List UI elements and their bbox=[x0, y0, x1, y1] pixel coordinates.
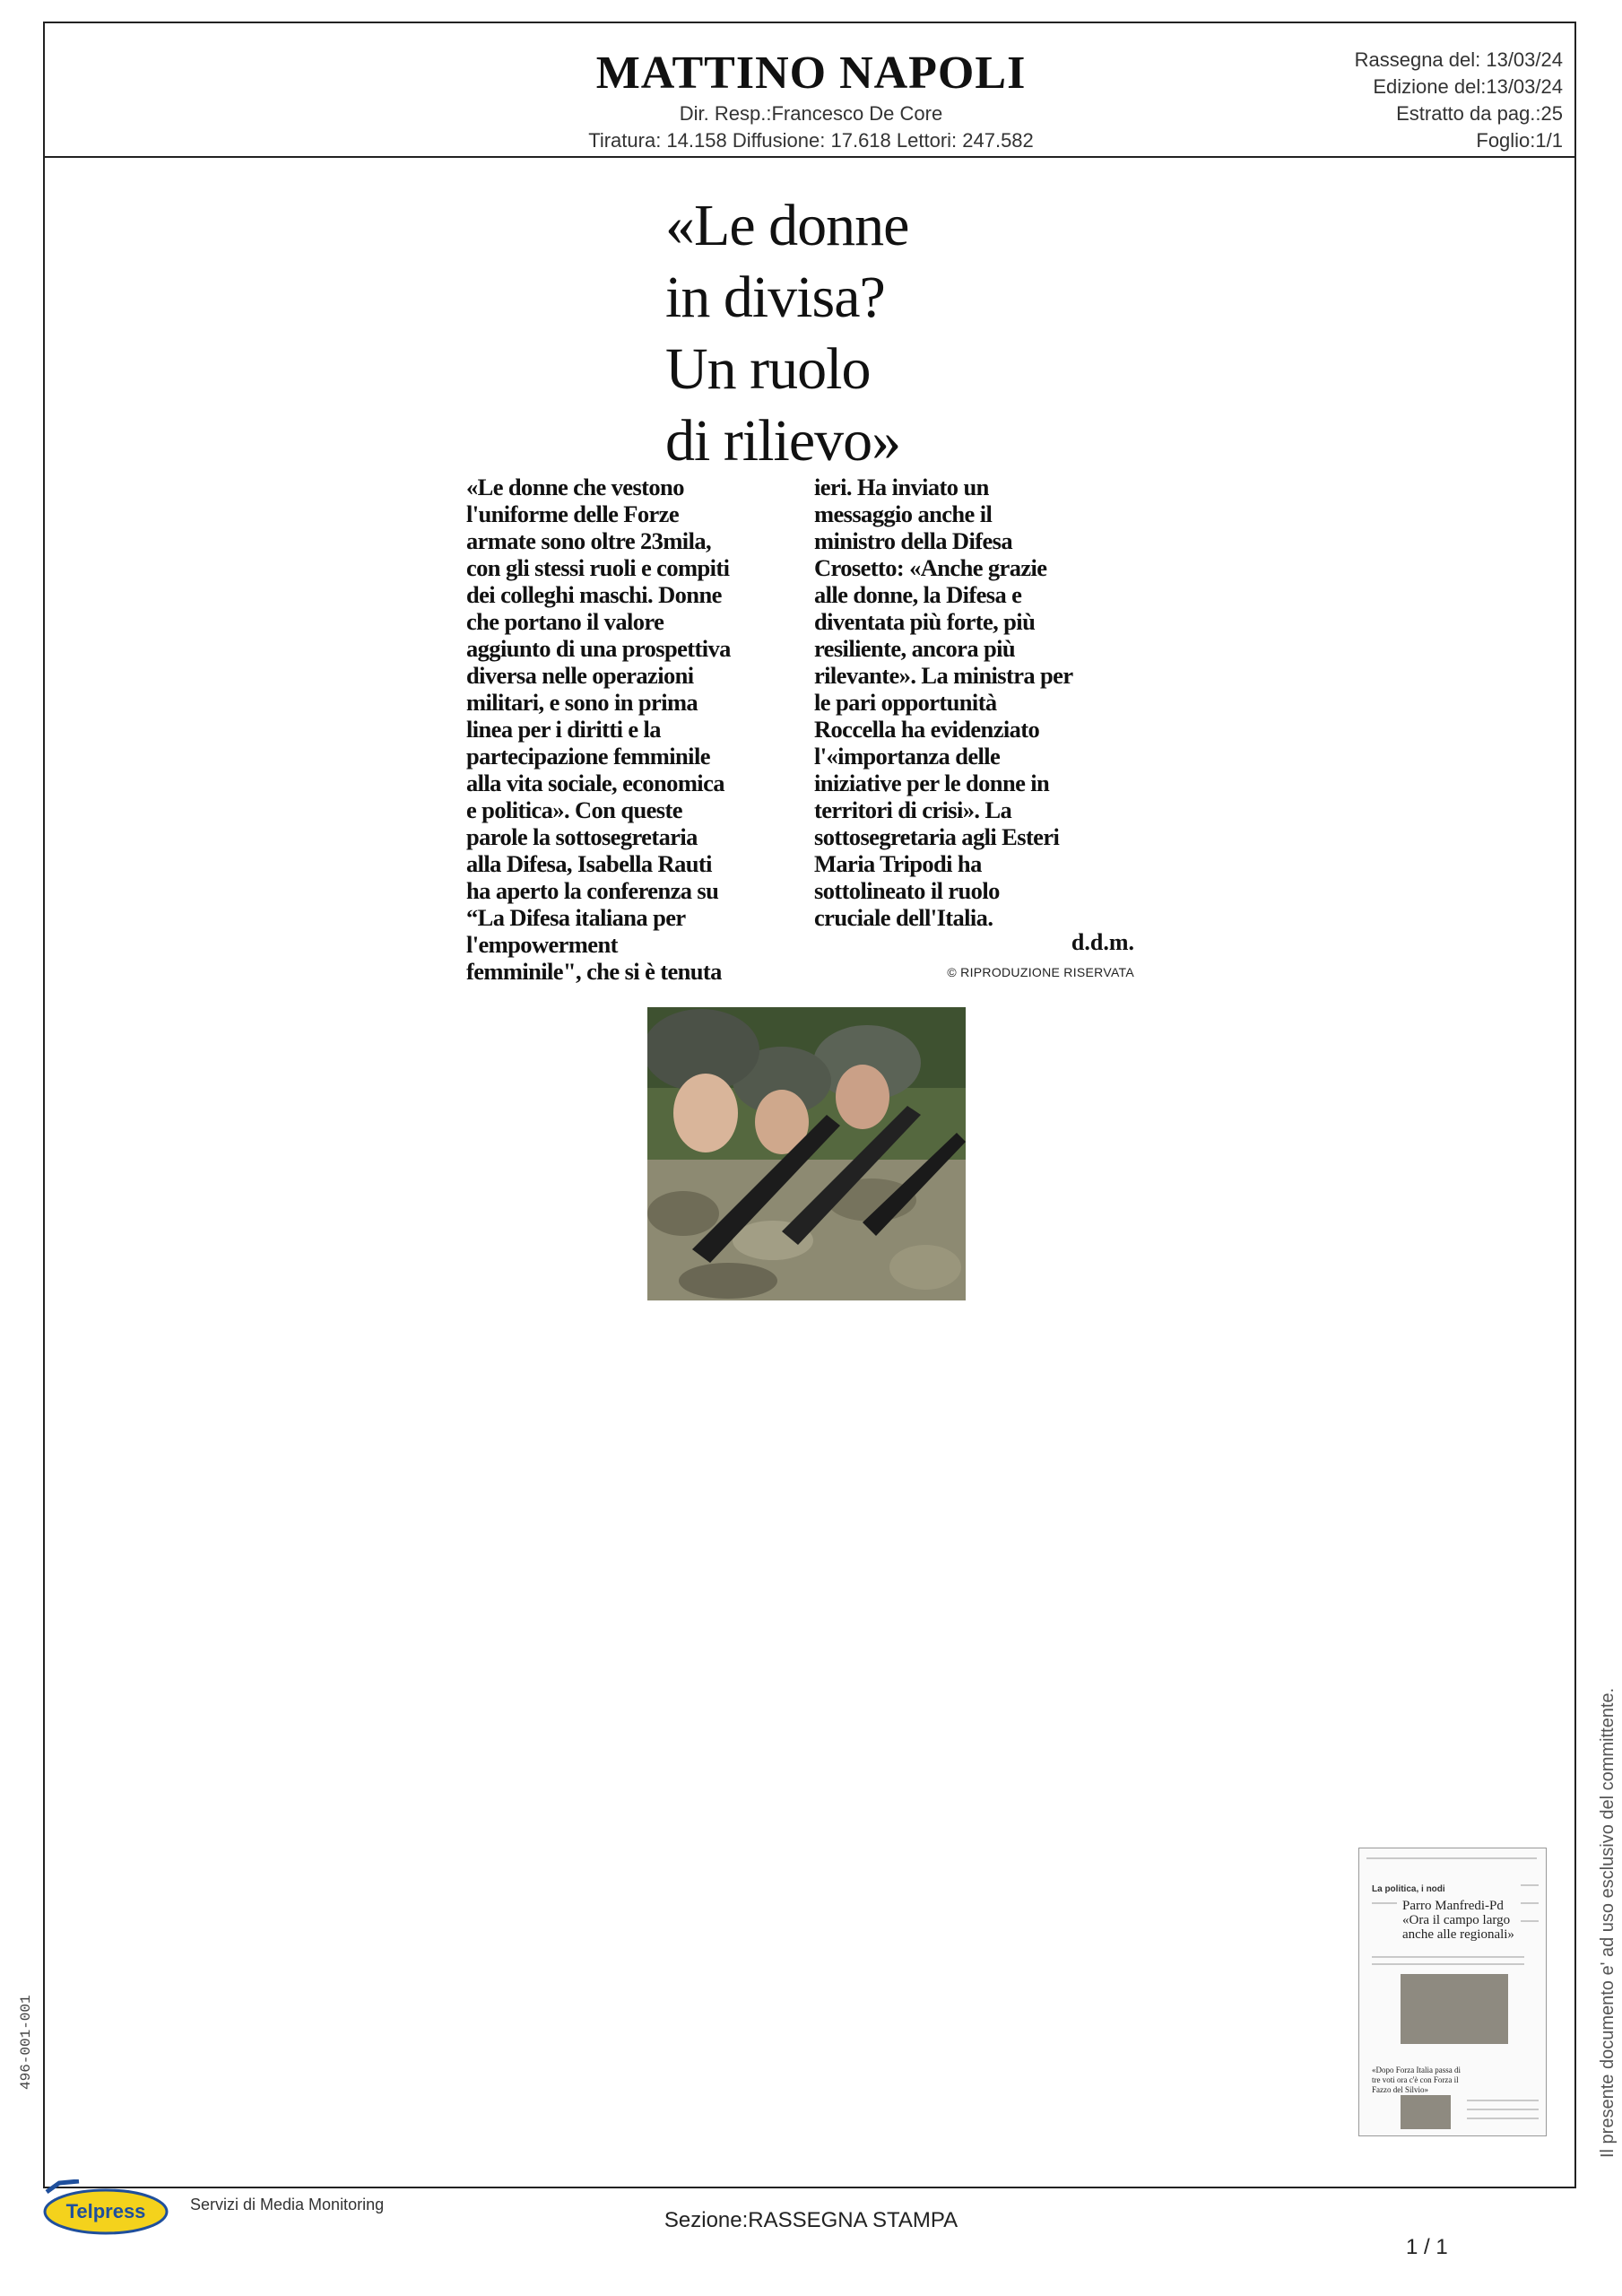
body-line: l'uniforme delle Forze bbox=[466, 500, 679, 527]
body-line: ha aperto la conferenza su bbox=[466, 877, 719, 904]
thumb-rule bbox=[1366, 1857, 1537, 1859]
soldiers-photo-illustration bbox=[647, 1007, 966, 1300]
headline-line: in divisa? bbox=[665, 265, 885, 330]
copyright-notice: © RIPRODUZIONE RISERVATA bbox=[947, 965, 1134, 979]
header-divider bbox=[43, 156, 1576, 158]
body-line: Maria Tripodi ha bbox=[814, 850, 982, 877]
page-count: 1 / 1 bbox=[1406, 2235, 1448, 2259]
body-line: aggiunto di una prospettiva bbox=[466, 635, 731, 662]
body-line: sottosegretaria agli Esteri bbox=[814, 823, 1060, 850]
body-line: dei colleghi maschi. Donne bbox=[466, 581, 722, 608]
body-line: messaggio anche il bbox=[814, 500, 993, 527]
thumb-rule bbox=[1467, 2118, 1539, 2119]
section-label: Sezione:RASSEGNA STAMPA bbox=[664, 2208, 958, 2232]
body-line: parole la sottosegretaria bbox=[466, 823, 698, 850]
logo-text: Telpress bbox=[65, 2200, 146, 2222]
body-line: diversa nelle operazioni bbox=[466, 662, 694, 689]
thumb-rule bbox=[1372, 1902, 1397, 1904]
body-line: militari, e sono in prima bbox=[466, 689, 698, 716]
thumb-rule bbox=[1467, 2109, 1539, 2110]
page-thumbnail[interactable] bbox=[1358, 1848, 1547, 2136]
body-line: alle donne, la Difesa e bbox=[814, 581, 1022, 608]
director-line: Dir. Resp.:Francesco De Core bbox=[679, 102, 943, 125]
body-line: ieri. Ha inviato un bbox=[814, 474, 989, 500]
thumb-rule bbox=[1467, 2100, 1539, 2101]
masthead: MATTINO NAPOLI bbox=[595, 48, 1027, 99]
edizione-date: Edizione del:13/03/24 bbox=[1373, 75, 1563, 98]
body-line: territori di crisi». La bbox=[814, 796, 1012, 823]
circulation-stats: Tiratura: 14.158 Diffusione: 17.618 Lettori: 247.582 bbox=[588, 129, 1034, 152]
thumb-photo bbox=[1401, 1974, 1508, 2044]
usage-notice: Il presente documento e' ad uso esclusivo del committente. bbox=[1598, 1687, 1618, 2158]
headline-line: Un ruolo bbox=[665, 336, 871, 402]
body-line: Roccella ha evidenziato bbox=[814, 716, 1040, 743]
body-line: sottolineato il ruolo bbox=[814, 877, 1000, 904]
service-label: Servizi di Media Monitoring bbox=[190, 2196, 385, 2213]
thumb-headline: Parro Manfredi-Pd «Ora il campo largo anche alle regionali» bbox=[1402, 1899, 1514, 1942]
article-photo bbox=[647, 1007, 966, 1300]
body-line: iniziative per le donne in bbox=[814, 770, 1050, 796]
body-line: cruciale dell'Italia. bbox=[814, 904, 993, 931]
thumb-rule bbox=[1521, 1902, 1539, 1904]
body-line: diventata più forte, più bbox=[814, 608, 1036, 635]
document-id: 496-001-001 bbox=[18, 1995, 34, 2090]
headline-line: «Le donne bbox=[665, 193, 909, 258]
headline-line: di rilievo» bbox=[665, 408, 901, 474]
body-line: “La Difesa italiana per bbox=[466, 904, 686, 931]
body-line: e politica». Con queste bbox=[466, 796, 682, 823]
body-line: le pari opportunità bbox=[814, 689, 997, 716]
thumb-section-label: La politica, i nodi bbox=[1372, 1884, 1445, 1894]
thumb-rule bbox=[1372, 1963, 1524, 1965]
thumb-subheadline: «Dopo Forza Italia passa di tre voti ora c'è con Forza il Fazzo del Silvio» bbox=[1372, 2066, 1461, 2094]
author-initials: d.d.m. bbox=[1071, 929, 1134, 955]
foglio: Foglio:1/1 bbox=[1476, 129, 1563, 152]
body-line: ministro della Difesa bbox=[814, 527, 1012, 554]
body-line: rilevante». La ministra per bbox=[814, 662, 1073, 689]
body-line: «Le donne che vestono bbox=[466, 474, 684, 500]
thumb-rule bbox=[1521, 1920, 1539, 1922]
article-column-2 bbox=[814, 474, 1137, 931]
body-line: alla Difesa, Isabella Rauti bbox=[466, 850, 712, 877]
body-line: l'empowerment bbox=[466, 931, 618, 958]
article-headline bbox=[665, 190, 1024, 477]
article-column-1 bbox=[466, 474, 789, 985]
body-line: Crosetto: «Anche grazie bbox=[814, 554, 1047, 581]
logo-swoosh bbox=[47, 2181, 79, 2192]
body-line: resiliente, ancora più bbox=[814, 635, 1016, 662]
body-line: partecipazione femminile bbox=[466, 743, 710, 770]
body-line: femminile", che si è tenuta bbox=[466, 958, 722, 985]
body-line: alla vita sociale, economica bbox=[466, 770, 724, 796]
body-line: armate sono oltre 23mila, bbox=[466, 527, 712, 554]
body-line: che portano il valore bbox=[466, 608, 664, 635]
body-line: linea per i diritti e la bbox=[466, 716, 661, 743]
estratto-page: Estratto da pag.:25 bbox=[1396, 102, 1563, 125]
thumb-rule bbox=[1521, 1884, 1539, 1886]
thumb-photo bbox=[1401, 2095, 1451, 2129]
body-line: con gli stessi ruoli e compiti bbox=[466, 554, 730, 581]
body-line: l'«importanza delle bbox=[814, 743, 1001, 770]
rassegna-date: Rassegna del: 13/03/24 bbox=[1354, 48, 1563, 71]
thumb-rule bbox=[1372, 1956, 1524, 1958]
